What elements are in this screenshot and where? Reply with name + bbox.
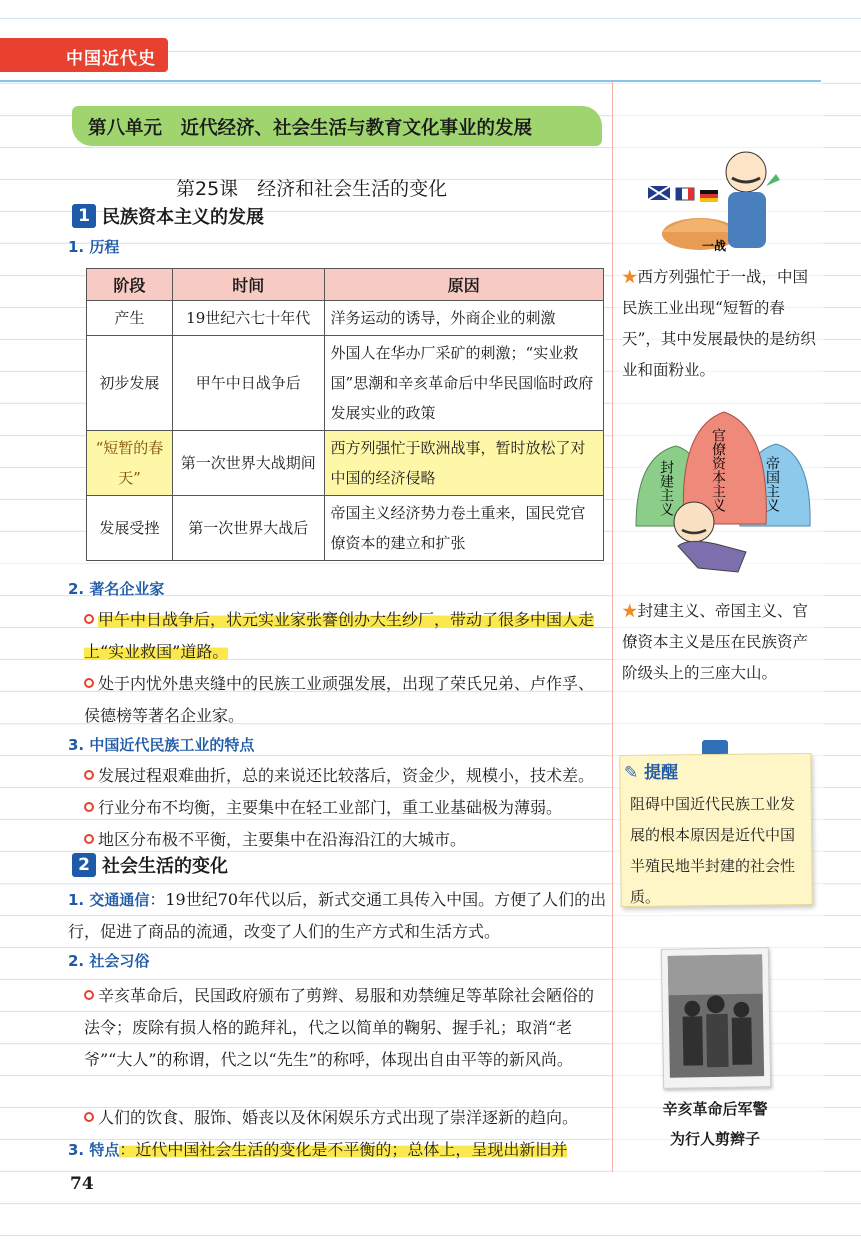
bullet-icon xyxy=(84,990,94,1000)
table-row xyxy=(87,431,604,496)
mountain-label-imperialism: 帝国主义 xyxy=(764,456,780,512)
page-number: 74 xyxy=(70,1174,94,1194)
chapter-tab xyxy=(0,38,168,72)
table-cell-reason: 西方列强忙于欧洲战事，暂时放松了对中国的经济侵略 xyxy=(324,431,603,496)
feature-paragraph xyxy=(68,1134,608,1166)
list-item xyxy=(84,980,604,1076)
list-item xyxy=(84,604,604,668)
bullet-text: 行业分布不均衡，主要集中在轻工业部门，重工业基础极为薄弱。 xyxy=(98,798,563,817)
photo-caption-line2: 为行人剪辫子 xyxy=(669,1130,760,1148)
table-cell-reason: 帝国主义经济势力卷土重来，国民党官僚资本的建立和扩张 xyxy=(324,496,603,561)
mountain-label-bureaucratic: 官僚资本主义 xyxy=(710,428,726,512)
lesson-title: 第25课 经济和社会生活的变化 xyxy=(176,178,448,200)
table-header-row xyxy=(87,269,604,301)
tip-title: 提醒 xyxy=(644,763,679,783)
history-table xyxy=(86,268,604,561)
table-row xyxy=(87,336,604,431)
cartoon-wwi-illustration xyxy=(640,146,790,258)
historical-photo xyxy=(661,947,771,1089)
table-cell-time: 19世纪六七十年代 xyxy=(172,301,324,336)
list-item xyxy=(84,792,604,824)
table-cell-stage: 发展受挫 xyxy=(87,496,173,561)
subheading-features: 3. 中国近代民族工业的特点 xyxy=(68,736,255,754)
table-header: 阶段 xyxy=(87,269,173,301)
table-cell-time: 甲午中日战争后 xyxy=(172,336,324,431)
feature-label: 3. 特点 xyxy=(68,1141,120,1159)
bullet-text: 地区分布极不平衡，主要集中在沿海沿江的大城市。 xyxy=(98,830,467,849)
table-cell-reason: 外国人在华办厂采矿的刺激；“实业救国”思潮和辛亥革命后中华民国临时政府发展实业的政策 xyxy=(324,336,603,431)
chapter-tab-label: 中国近代史 xyxy=(66,49,156,69)
transport-label: 1. 交通通信 xyxy=(68,891,150,909)
subheading-process: 1. 历程 xyxy=(68,238,120,256)
bullet-icon xyxy=(84,802,94,812)
subheading-customs: 2. 社会习俗 xyxy=(68,952,150,970)
section-1-number: 1 xyxy=(72,204,96,228)
bullet-text: 人们的饮食、服饰、婚丧以及休闲娱乐方式出现了崇洋逐新的趋向。 xyxy=(98,1108,579,1127)
bullet-text: 辛亥革命后，民国政府颁布了剪辫、易服和劝禁缠足等革除社会陋俗的法令；废除有损人格的跪拜礼，代之以简单的鞠躬、握手礼；取消“老爷”“大人”的称谓，代之以“先生”的称呼，体现出自由平等的新风尚。 xyxy=(84,986,595,1069)
photo-caption-line1: 辛亥革命后军警 xyxy=(662,1100,768,1118)
table-header: 原因 xyxy=(324,269,603,301)
list-item xyxy=(84,1102,604,1134)
table-cell-time: 第一次世界大战后 xyxy=(172,496,324,561)
transport-paragraph xyxy=(68,884,608,948)
side-note-1 xyxy=(622,262,818,386)
bullet-icon xyxy=(84,614,94,624)
table-header: 时间 xyxy=(172,269,324,301)
table-cell-reason: 洋务运动的诱导，外商企业的刺激 xyxy=(324,301,603,336)
table-row xyxy=(87,496,604,561)
three-mountains-illustration xyxy=(628,406,818,586)
list-item xyxy=(84,760,604,792)
section-1-heading xyxy=(72,203,264,229)
section-2-title: 社会生活的变化 xyxy=(102,856,228,877)
table-cell-stage: “短暂的春天” xyxy=(87,431,173,496)
star-icon: ★ xyxy=(622,602,638,620)
bullet-text: 发展过程艰难曲折，总的来说还比较落后，资金少，规模小，技术差。 xyxy=(98,766,595,785)
tip-text: 阻碍中国近代民族工业发展的根本原因是近代中国半殖民地半封建的社会性质。 xyxy=(630,795,796,906)
subheading-entrepreneurs: 2. 著名企业家 xyxy=(68,580,165,598)
list-item xyxy=(84,668,604,732)
bullet-icon xyxy=(84,770,94,780)
bullet-text: 处于内忧外患夹缝中的民族工业顽强发展，出现了荣氏兄弟、卢作孚、侯德榜等著名企业家。 xyxy=(84,674,595,725)
side-note-2-text: 封建主义、帝国主义、官僚资本主义是压在民族资产阶级头上的三座大山。 xyxy=(622,602,809,682)
unit-title: 第八单元 近代经济、社会生活与教育文化事业的发展 xyxy=(72,106,602,146)
table-cell-stage: 产生 xyxy=(87,301,173,336)
feature-text: ：近代中国社会生活的变化是不平衡的；总体上，呈现出新旧并 xyxy=(119,1140,568,1159)
section-1-title: 民族资本主义的发展 xyxy=(102,207,264,228)
side-note-1-text: 西方列强忙于一战，中国民族工业出现“短暂的春天”，其中发展最快的是纺织业和面粉业。 xyxy=(622,268,816,379)
bullet-text: 甲午中日战争后，状元实业家张謇创办大生纱厂，带动了很多中国人走上“实业救国”道路。 xyxy=(84,610,595,661)
section-2-heading xyxy=(72,852,228,878)
side-note-2 xyxy=(622,596,818,689)
column-divider xyxy=(612,82,613,1172)
tip-heading xyxy=(624,758,678,783)
mountain-label-feudal: 封建主义 xyxy=(658,460,674,516)
cartoon-wwi-label: 一战 xyxy=(702,239,727,253)
transport-text: ：19世纪70年代以后，新式交通工具传入中国。方便了人们的出行，促进了商品的流通，改变了人们的生产方式和生活方式。 xyxy=(68,890,607,941)
table-row xyxy=(87,301,604,336)
bullet-icon xyxy=(84,678,94,688)
star-icon: ★ xyxy=(622,268,638,286)
pencil-icon: ✎ xyxy=(624,763,639,783)
table-cell-time: 第一次世界大战期间 xyxy=(172,431,324,496)
table-cell-stage: 初步发展 xyxy=(87,336,173,431)
section-2-number: 2 xyxy=(72,853,96,877)
bullet-icon xyxy=(84,834,94,844)
photo-image xyxy=(662,948,770,1088)
bullet-icon xyxy=(84,1112,94,1122)
